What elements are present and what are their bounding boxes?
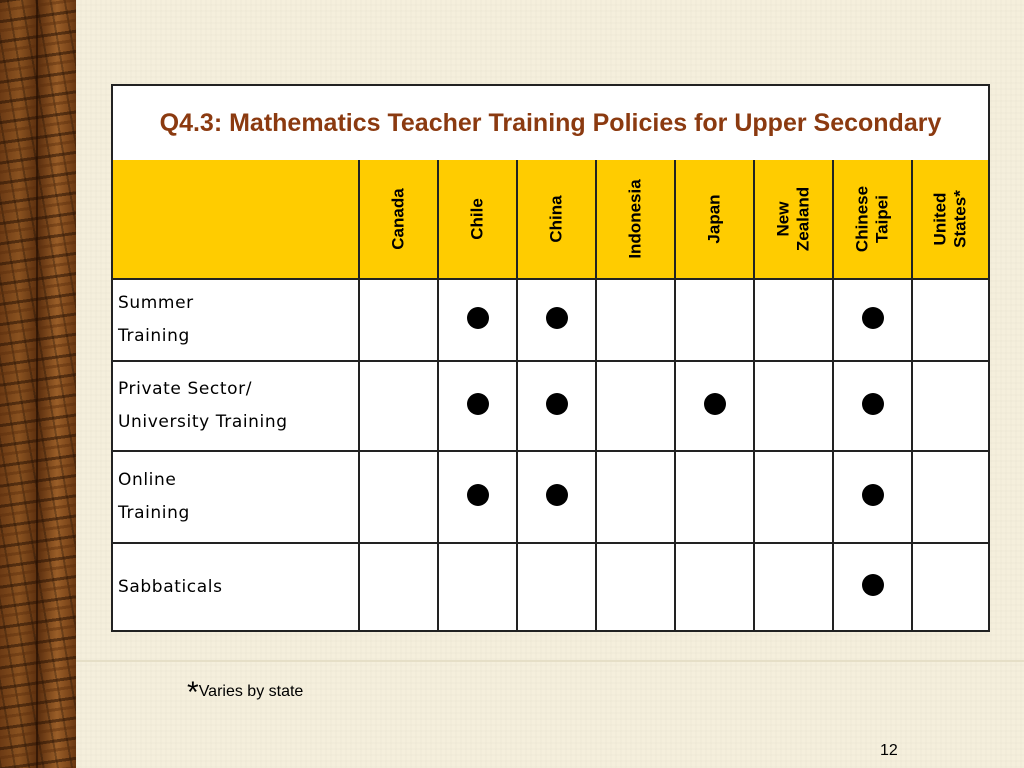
filled-circle-icon — [467, 484, 489, 506]
policy-cell — [517, 361, 596, 451]
policy-cell — [596, 279, 675, 361]
table-row — [113, 279, 988, 361]
policy-cell — [517, 543, 596, 631]
filled-circle-icon — [704, 393, 726, 415]
policy-cell — [517, 279, 596, 361]
filled-circle-icon — [862, 484, 884, 506]
filled-circle-icon — [546, 307, 568, 329]
table-title-row — [113, 86, 988, 162]
filled-circle-icon — [546, 484, 568, 506]
policy-cell — [438, 543, 517, 631]
table-row — [113, 361, 988, 451]
footer-separator — [76, 660, 1024, 662]
row-label: Sabbaticals — [113, 543, 359, 631]
country-header-cell — [912, 160, 988, 279]
country-header-cell — [438, 160, 517, 279]
policy-cell — [912, 361, 988, 451]
filled-circle-icon — [467, 393, 489, 415]
policy-cell — [596, 451, 675, 543]
footnote-text: Varies by state — [198, 683, 304, 700]
policy-table — [111, 84, 990, 632]
table-title: Q4.3: Mathematics Teacher Training Policies for Upper Secondary — [159, 109, 942, 137]
row-label: Summer Training — [113, 279, 359, 361]
row-label: Online Training — [113, 451, 359, 543]
policy-cell — [833, 279, 912, 361]
policy-cell — [596, 543, 675, 631]
policy-cell — [675, 361, 754, 451]
country-header-cell — [517, 160, 596, 279]
filled-circle-icon — [862, 393, 884, 415]
policy-cell — [675, 279, 754, 361]
policy-cell — [596, 361, 675, 451]
policy-cell — [912, 279, 988, 361]
filled-circle-icon — [467, 307, 489, 329]
policy-cell — [517, 451, 596, 543]
policy-cell — [754, 451, 833, 543]
policy-cell — [675, 543, 754, 631]
row-label: Private Sector/ University Training — [113, 361, 359, 451]
country-header-cell — [754, 160, 833, 279]
country-header-cell — [359, 160, 438, 279]
country-header-cell — [675, 160, 754, 279]
policy-cell — [754, 361, 833, 451]
policy-cell — [438, 451, 517, 543]
table-row — [113, 543, 988, 631]
footnote-asterisk: * — [187, 676, 199, 709]
wood-sidebar-decoration — [0, 0, 76, 768]
country-header-label: New Zealand — [773, 186, 813, 252]
policy-cell — [438, 279, 517, 361]
policy-cell — [438, 361, 517, 451]
country-header-row — [113, 160, 988, 279]
country-header-label: Canada — [388, 188, 408, 250]
country-header-label: Japan — [704, 194, 724, 244]
page-number: 12 — [880, 742, 898, 759]
policy-cell — [754, 279, 833, 361]
policy-cell — [359, 279, 438, 361]
country-header-cell — [833, 160, 912, 279]
policy-cell — [912, 451, 988, 543]
country-header-label: Chinese Taipei — [852, 185, 892, 253]
policy-cell — [675, 451, 754, 543]
policy-cell — [833, 361, 912, 451]
header-corner-cell — [113, 160, 359, 279]
policy-cell — [833, 451, 912, 543]
country-header-label: China — [546, 195, 566, 243]
country-header-cell — [596, 160, 675, 279]
policy-cell — [359, 543, 438, 631]
policy-cell — [754, 543, 833, 631]
policy-cell — [912, 543, 988, 631]
country-header-label: Chile — [467, 198, 487, 240]
filled-circle-icon — [862, 307, 884, 329]
filled-circle-icon — [862, 574, 884, 596]
policy-cell — [833, 543, 912, 631]
filled-circle-icon — [546, 393, 568, 415]
country-header-label: Indonesia — [625, 179, 645, 259]
policy-cell — [359, 361, 438, 451]
policy-grid — [113, 160, 988, 631]
table-row — [113, 451, 988, 543]
footnote — [187, 676, 303, 710]
policy-cell — [359, 451, 438, 543]
country-header-label: United States* — [930, 190, 970, 248]
